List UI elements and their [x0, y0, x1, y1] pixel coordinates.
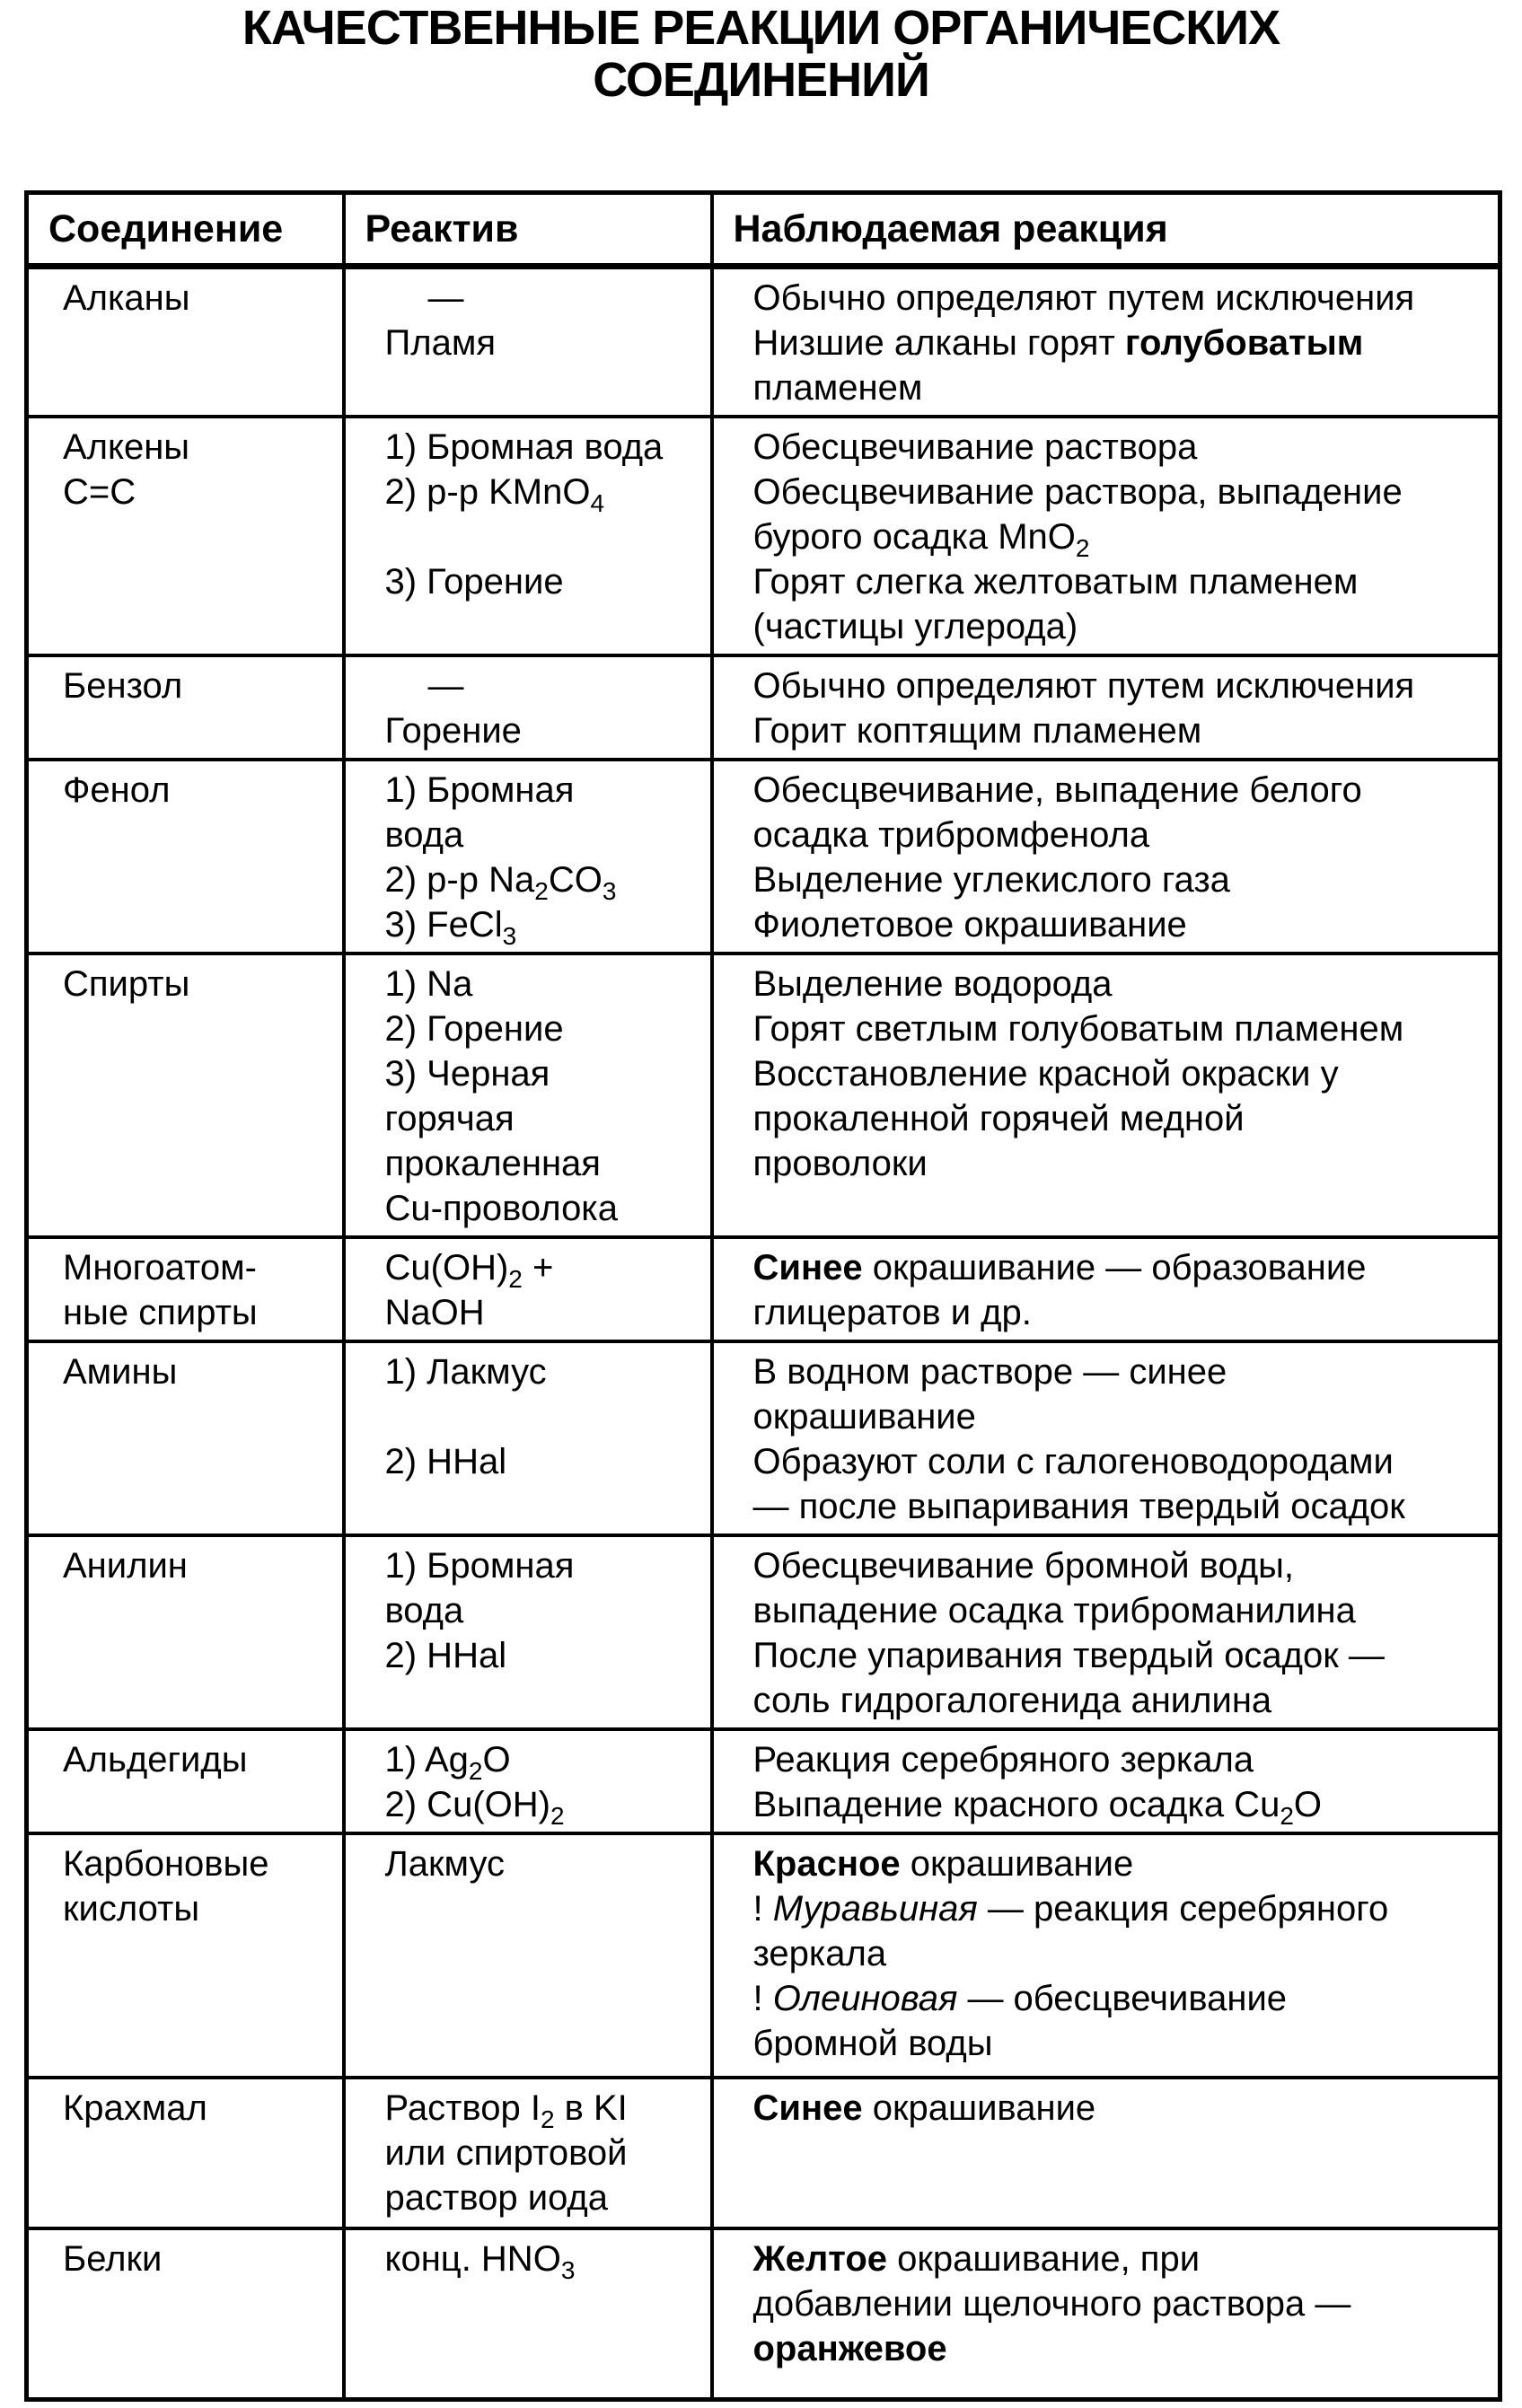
observed-line: осадка трибромфенола — [752, 815, 1150, 855]
table-row — [27, 1535, 1500, 1729]
observed-line: ! Муравьиная — реакция серебряного — [752, 1889, 1389, 1929]
reagent-line: 2) HHal — [384, 1636, 507, 1675]
reagent-line: NaOH — [384, 1293, 485, 1332]
observed-line: Желтое окрашивание, при — [752, 2239, 1201, 2279]
compound-cell — [27, 1535, 344, 1729]
reagent-cell — [344, 2228, 712, 2399]
observed-line: Обычно определяют путем исключения — [752, 666, 1415, 706]
compound-line: Многоатом- — [63, 1248, 257, 1287]
table-row — [27, 267, 1500, 417]
reagent-line: 1) Бромная — [384, 1546, 575, 1586]
observed-line: бромной воды — [752, 2024, 993, 2063]
compound-cell — [27, 1729, 344, 1833]
observed-line: Выделение углекислого газа — [752, 860, 1230, 900]
reagent-line: горячая — [384, 1099, 515, 1138]
table-row — [27, 1237, 1500, 1341]
observed-line: Образуют соли с галогеноводородами — [752, 1442, 1394, 1481]
observed-line: Синее окрашивание — [752, 2088, 1096, 2128]
reagent-cell — [344, 2078, 712, 2228]
observed-line: Красное окрашивание — [752, 1844, 1134, 1884]
reagent-line: конц. $HNO_3$ — [384, 2239, 576, 2284]
observed-cell — [712, 267, 1500, 417]
reagent-line: 2) р-р KMnO$_4$ — [384, 472, 605, 517]
reagent-cell — [344, 760, 712, 954]
compound-cell — [27, 1833, 344, 2078]
observed-line: Выделение водорода — [752, 964, 1113, 1004]
observed-cell — [712, 1535, 1500, 1729]
compound-line: Карбоновые — [63, 1844, 269, 1884]
subscript: 3 — [560, 2256, 576, 2284]
observed-line: (частицы углерода) — [752, 607, 1078, 646]
table-row — [27, 2228, 1500, 2399]
observed-line: Обесцвечивание, выпадение белого — [752, 770, 1362, 810]
observed-line: Реакция серебряного зеркала — [752, 1740, 1254, 1780]
italic-text: Олеиновая — [772, 1979, 958, 2018]
observed-line: Синее окрашивание — образование — [752, 1248, 1367, 1287]
observed-line: глицератов и др. — [752, 1293, 1032, 1332]
observed-line: соль гидрогалогенида анилина — [752, 1681, 1272, 1720]
observed-line: Обесцвечивание раствора — [752, 427, 1198, 467]
page-title — [0, 0, 1522, 106]
compound-line: Фенол — [63, 770, 171, 810]
italic-text: Муравьиная — [772, 1889, 978, 1929]
observed-line: Восстановление красной окраски у — [752, 1054, 1339, 1094]
reagent-cell — [344, 954, 712, 1237]
observed-line: ! Олеиновая — обесцвечивание — [752, 1979, 1288, 2018]
reagent-cell — [344, 1729, 712, 1833]
subscript: 2 — [550, 1802, 565, 1830]
table-row — [27, 1833, 1500, 2078]
observed-line: проволоки — [752, 1144, 928, 1183]
reagent-line: 1) $Ag_2O$ — [384, 1740, 511, 1785]
reagent-line — [385, 1394, 701, 1439]
observed-line: выпадение осадка триброманилина — [752, 1591, 1356, 1630]
title-line-2: СОЕДИНЕНИЙ — [593, 53, 929, 107]
header-compound: Соединение — [27, 193, 344, 267]
subscript: 4 — [590, 489, 605, 517]
compound-cell — [27, 2078, 344, 2228]
reagent-cell — [344, 655, 712, 760]
observed-line: В водном растворе — синее — [752, 1352, 1227, 1392]
reagent-line: — — [427, 278, 464, 318]
compound-line: кислоты — [63, 1889, 200, 1929]
subscript: 2 — [1280, 1802, 1294, 1830]
compound-line: Альдегиды — [63, 1740, 248, 1780]
reagent-cell — [344, 1833, 712, 2078]
observed-line: Обесцвечивание бромной воды, — [752, 1546, 1295, 1586]
subscript: 2 — [534, 877, 549, 905]
observed-cell — [712, 2078, 1500, 2228]
observed-line: Обесцвечивание раствора, выпадение — [752, 472, 1403, 512]
compound-line: Крахмал — [63, 2088, 207, 2128]
compound-cell — [27, 760, 344, 954]
observed-cell — [712, 1833, 1500, 2078]
compound-line: Алкены — [63, 427, 190, 467]
reagent-line: — — [427, 666, 464, 706]
compound-cell — [27, 2228, 344, 2399]
observed-line: Низшие алканы горят голубоватым — [752, 323, 1364, 363]
compound-line: Бензол — [63, 666, 183, 706]
reagent-line: 1) Бромная вода — [384, 427, 664, 467]
observed-line: Выпадение красного осадка $Cu_2O$ — [752, 1785, 1323, 1830]
reagent-line: или спиртовой — [384, 2133, 628, 2173]
observed-line: Фиолетовое окрашивание — [752, 905, 1187, 945]
observed-cell — [712, 417, 1500, 655]
reagent-line: 1) Лакмус — [384, 1352, 547, 1392]
observed-cell — [712, 2228, 1500, 2399]
reagent-line: 2) HHal — [384, 1442, 507, 1481]
table-row — [27, 1729, 1500, 1833]
observed-cell — [712, 1237, 1500, 1341]
compound-line: C=C — [63, 472, 136, 512]
reagent-line: 2) $Cu(OH)_2$ — [384, 1785, 565, 1830]
observed-line: добавлении щелочного раствора — — [752, 2284, 1351, 2324]
reagent-line: $Cu(OH)_2$ + — [384, 1248, 554, 1293]
subscript: 2 — [1075, 534, 1090, 562]
observed-line: пламенем — [752, 368, 923, 408]
observed-line: Обычно определяют путем исключения — [752, 278, 1415, 318]
reagent-line: 3) FeCl$_3$ — [384, 905, 517, 950]
reagent-line: 2) Горение — [384, 1009, 564, 1049]
subscript: 2 — [540, 2105, 555, 2133]
reagent-line: вода — [384, 1591, 464, 1630]
compound-line: Алканы — [63, 278, 190, 318]
reagent-line: 1) Na — [384, 964, 473, 1004]
compound-cell — [27, 267, 344, 417]
header-observed: Наблюдаемая реакция — [712, 193, 1500, 267]
bold-text: Синее — [752, 1248, 863, 1287]
reagent-line: Горение — [384, 711, 522, 751]
observed-line: Горит коптящим пламенем — [752, 711, 1202, 751]
reagent-cell — [344, 1535, 712, 1729]
observed-line: Горят слегка желтоватым пламенем — [752, 562, 1359, 602]
observed-cell — [712, 954, 1500, 1237]
table-body — [27, 267, 1500, 2400]
reagent-cell — [344, 267, 712, 417]
table-row — [27, 417, 1500, 655]
table-row — [27, 1341, 1500, 1535]
compound-line: Белки — [63, 2239, 163, 2279]
subscript: 3 — [602, 877, 617, 905]
observed-line: зеркала — [752, 1934, 887, 1973]
observed-line: окрашивание — [752, 1397, 976, 1437]
reagent-line: Пламя — [384, 323, 496, 363]
header-reagent: Реактив — [344, 193, 712, 267]
observed-line — [753, 2326, 1490, 2371]
table-row — [27, 760, 1500, 954]
reagent-cell — [344, 1237, 712, 1341]
reagent-line: 2) р-р $Na_2CO_3$ — [384, 860, 617, 905]
subscript: 3 — [502, 922, 517, 950]
compound-cell — [27, 655, 344, 760]
reagent-line: 3) Черная — [384, 1054, 550, 1094]
reagent-line: Лакмус — [384, 1844, 505, 1884]
subscript: 2 — [468, 1757, 483, 1785]
reagent-cell — [344, 1341, 712, 1535]
reagent-line: Cu-проволока — [384, 1189, 618, 1228]
observed-line: бурого осадка MnO$_2$ — [752, 517, 1090, 562]
observed-cell — [712, 655, 1500, 760]
observed-line: После упаривания твердый осадок — — [752, 1636, 1385, 1675]
reactions-table — [24, 190, 1502, 2402]
compound-line: Амины — [63, 1352, 178, 1392]
compound-line: ные спирты — [63, 1293, 258, 1332]
bold-text: оранжевое — [752, 2329, 947, 2368]
reagent-line: вода — [384, 815, 464, 855]
compound-cell — [27, 417, 344, 655]
compound-line: Анилин — [63, 1546, 188, 1586]
reagent-line: 3) Горение — [384, 562, 564, 602]
bold-text: Синее — [752, 2088, 863, 2128]
observed-cell — [712, 1729, 1500, 1833]
table-header-row — [27, 193, 1500, 267]
reagent-line: прокаленная — [384, 1144, 601, 1183]
observed-cell — [712, 760, 1500, 954]
observed-line: прокаленной горячей медной — [752, 1099, 1245, 1138]
title-line-1: КАЧЕСТВЕННЫЕ РЕАКЦИИ ОРГАНИЧЕСКИХ — [242, 1, 1280, 55]
bold-text: Красное — [752, 1844, 901, 1884]
reagent-line: Раствор $I_2$ в KI — [384, 2088, 628, 2133]
observed-cell — [712, 1341, 1500, 1535]
compound-cell — [27, 954, 344, 1237]
bold-text: голубоватым — [1124, 323, 1364, 363]
bold-text: Желтое — [752, 2239, 888, 2279]
table-row — [27, 2078, 1500, 2228]
table-row — [27, 655, 1500, 760]
compound-cell — [27, 1237, 344, 1341]
table-row — [27, 954, 1500, 1237]
reagent-line: 1) Бромная — [384, 770, 575, 810]
reagent-line: раствор иода — [384, 2178, 609, 2218]
reagent-cell — [344, 417, 712, 655]
compound-cell — [27, 1341, 344, 1535]
subscript: 2 — [508, 1265, 523, 1293]
reagent-line — [385, 514, 701, 559]
compound-line: Спирты — [63, 964, 190, 1004]
observed-line: Горят светлым голубоватым пламенем — [752, 1009, 1404, 1049]
observed-line: — после выпаривания твердый осадок — [752, 1487, 1405, 1526]
